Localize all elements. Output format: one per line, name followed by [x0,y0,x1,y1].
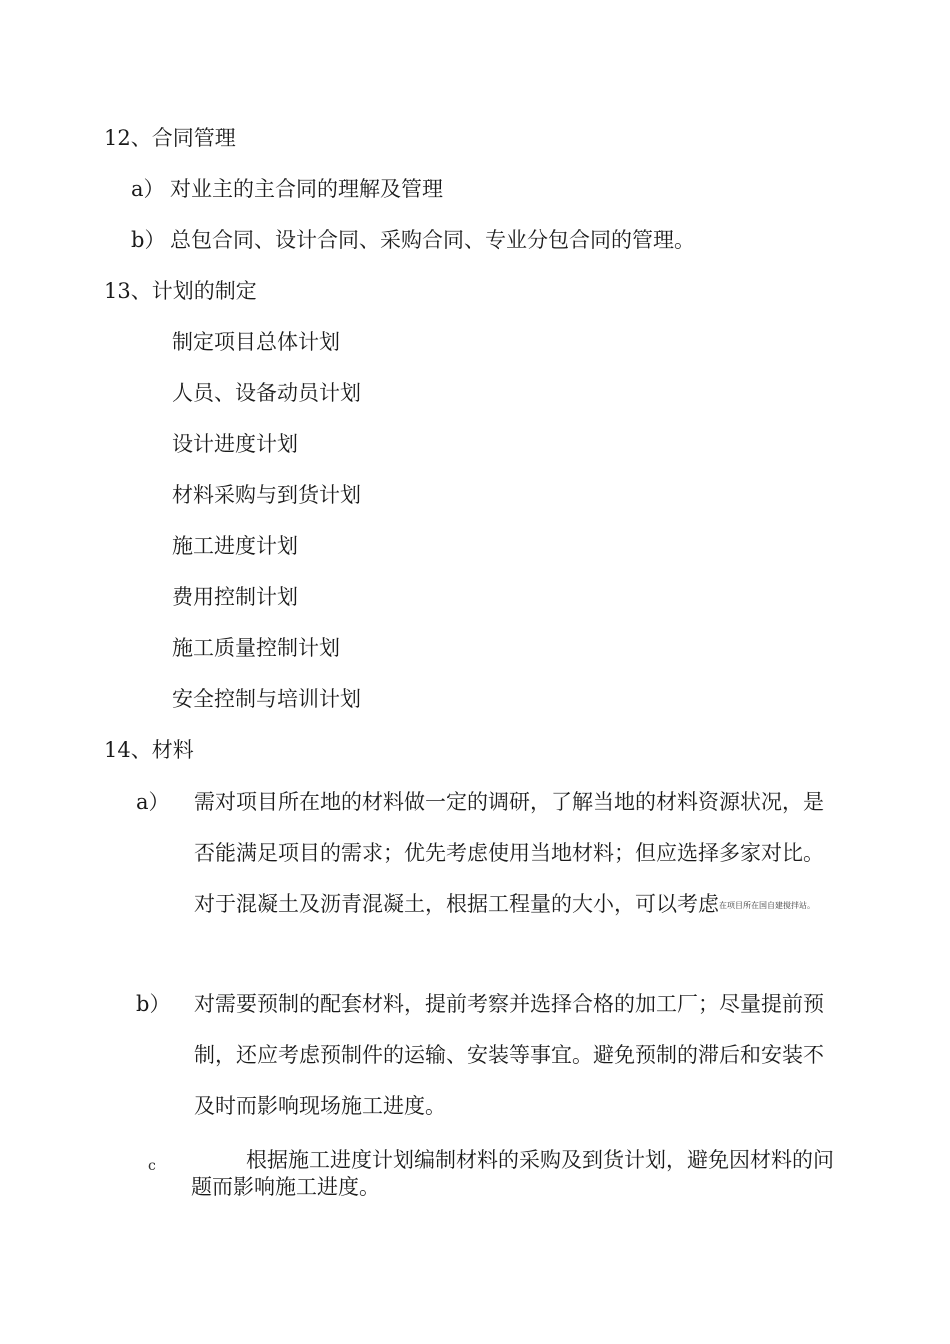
section-14-heading: 14、材料 [104,738,194,762]
s14-item-c-line-2: 题而影响施工进度。 [191,1175,380,1199]
s14-item-a-marker: a） [136,790,170,814]
section-12-heading: 12、合同管理 [104,126,236,150]
s14-item-b-line-3: 及时而影响现场施工进度。 [194,1094,446,1118]
plan-item: 费用控制计划 [172,585,298,609]
plan-item: 安全控制与培训计划 [172,687,361,711]
plan-item: 制定项目总体计划 [172,330,340,354]
s14-item-b-line-1: 对需要预制的配套材料，提前考察并选择合格的加工厂；尽量提前预 [194,992,824,1016]
s12-item-b-marker: b） [131,228,166,252]
s14-item-a-line-2: 否能满足项目的需求；优先考虑使用当地材料；但应选择多家对比。 [194,841,824,865]
s12-item-a-text: 对业主的主合同的理解及管理 [170,177,443,201]
s14-item-c-line-1: 根据施工进度计划编制材料的采购及到货计划，避免因材料的问 [246,1148,834,1172]
s12-item-b-text: 总包合同、设计合同、采购合同、专业分包合同的管理。 [170,228,695,252]
plan-item: 材料采购与到货计划 [172,483,361,507]
s14-item-a-line-1: 需对项目所在地的材料做一定的调研，了解当地的材料资源状况，是 [194,790,824,814]
s14-item-a-line-3 [194,890,815,920]
s14-item-b-line-2: 制，还应考虑预制件的运输、安装等事宜。避免预制的滞后和安装不 [194,1043,824,1067]
plan-item: 人员、设备动员计划 [172,381,361,405]
section-13-heading: 13、计划的制定 [104,279,257,303]
s14-item-a-line-3-text: 对于混凝土及沥青混凝土，根据工程量的大小，可以考虑 [194,892,719,916]
s14-item-c-marker: c [148,1158,156,1174]
plan-item: 施工进度计划 [172,534,298,558]
plan-item: 施工质量控制计划 [172,636,340,660]
s14-item-b-marker: b） [136,992,171,1016]
s14-item-a-small-note: 在项目所在国自建搅拌站。 [719,901,815,910]
plan-item: 设计进度计划 [172,432,298,456]
s12-item-a-marker: a） [131,177,165,201]
